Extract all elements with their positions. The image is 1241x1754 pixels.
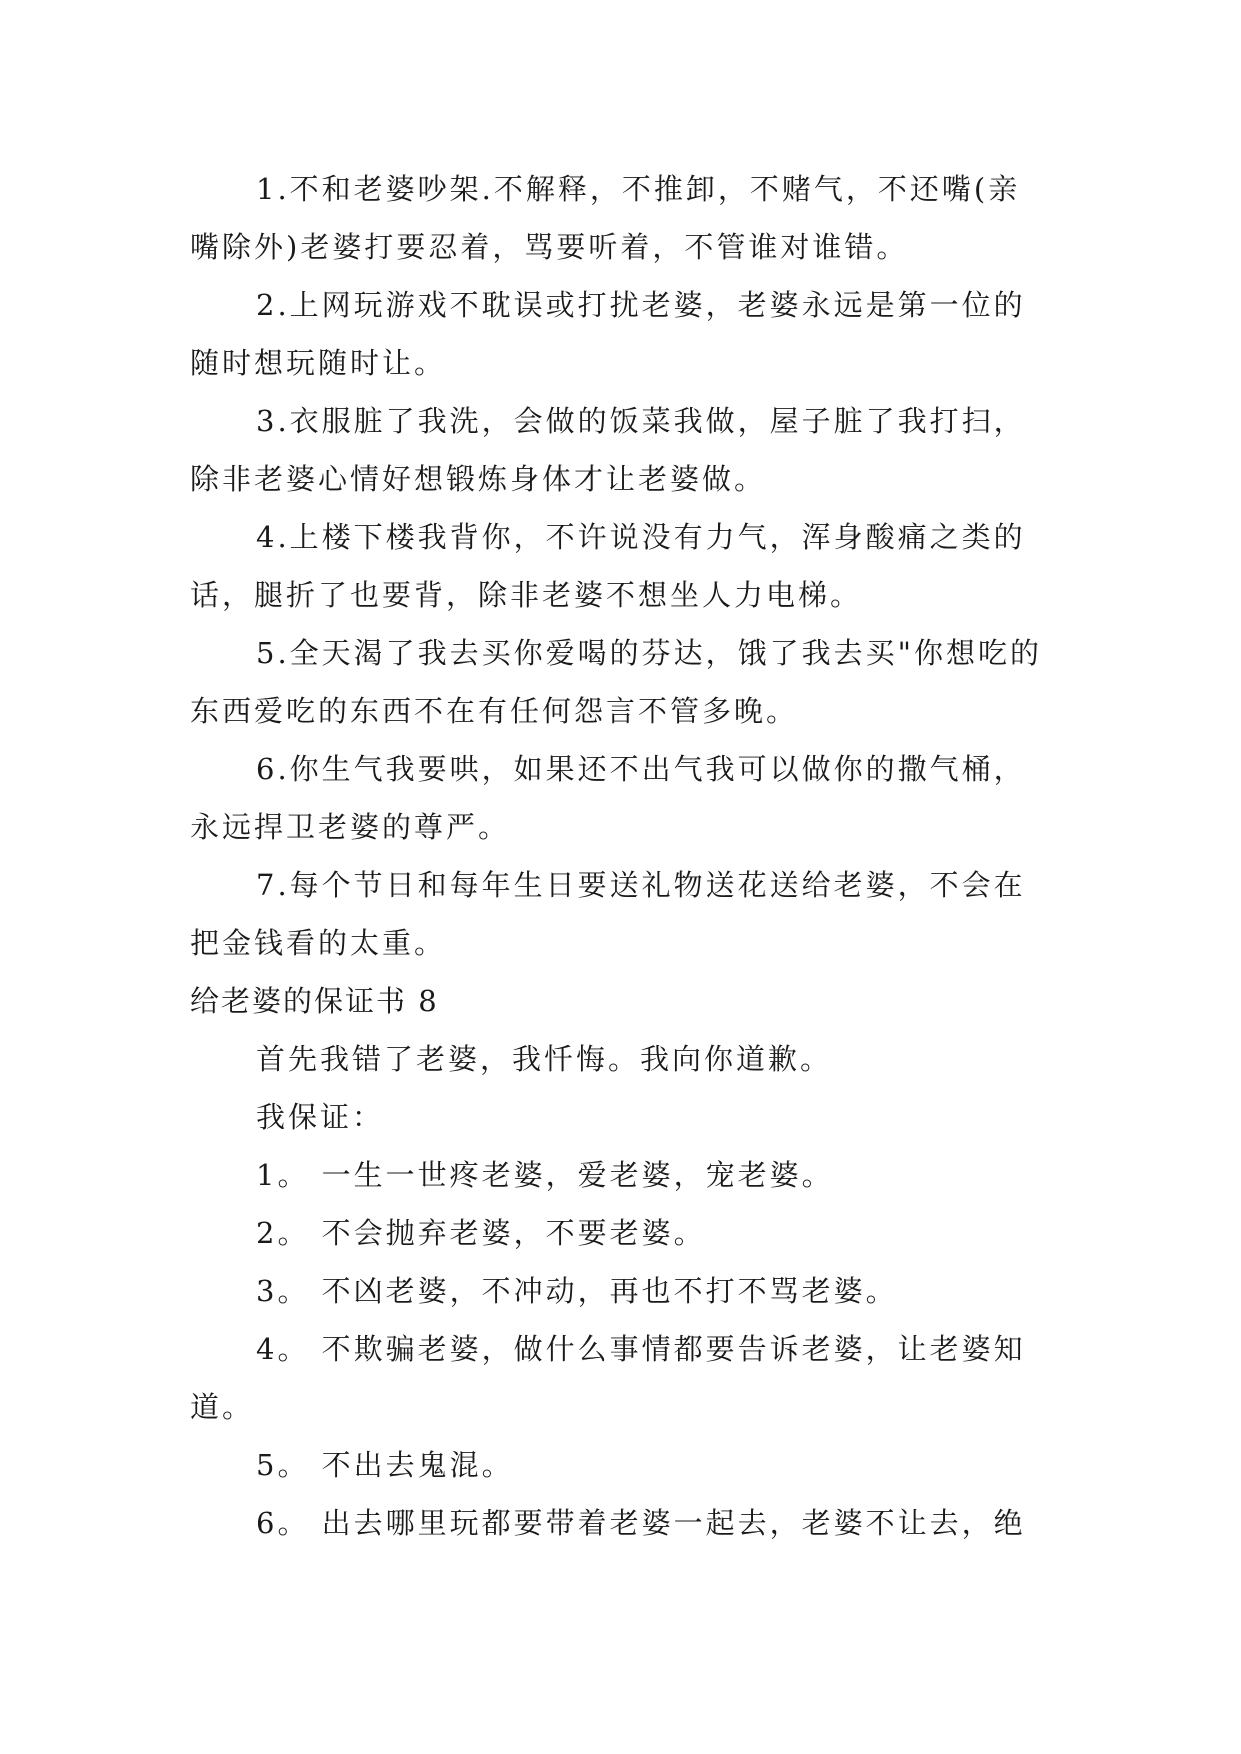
document-body: [190, 160, 1050, 1552]
rule-item-6: 6.你生气我要哄，如果还不出气我可以做你的撒气桶，永远捍卫老婆的尊严。: [190, 752, 1026, 844]
pledge-item-1: 1。 一生一世疼老婆，爱老婆，宠老婆。: [256, 1158, 834, 1192]
rule-item-5: 5.全天渴了我去买你爱喝的芬达，饿了我去买"你想吃的东西爱吃的东西不在有任何怨言不管多晚。: [190, 636, 1043, 728]
rule-item-7: 7.每个节日和每年生日要送礼物送花送给老婆，不会在把金钱看的太重。: [190, 868, 1026, 960]
pledge-item-4: 4。 不欺骗老婆，做什么事情都要告诉老婆，让老婆知道。: [190, 1332, 1026, 1424]
pledge-item-5: 5。 不出去鬼混。: [256, 1448, 514, 1482]
rule-item-4: 4.上楼下楼我背你，不许说没有力气，浑身酸痛之类的话，腿折了也要背，除非老婆不想坐人力电梯。: [190, 520, 1026, 612]
section-title: 给老婆的保证书 8: [190, 984, 439, 1018]
rule-item-2: 2.上网玩游戏不耽误或打扰老婆，老婆永远是第一位的随时想玩随时让。: [190, 288, 1026, 380]
rule-item-3: 3.衣服脏了我洗，会做的饭菜我做，屋子脏了我打扫，除非老婆心情好想锻炼身体才让老婆做。: [190, 404, 1026, 496]
pledge-item-3: 3。 不凶老婆，不冲动，再也不打不骂老婆。: [256, 1274, 898, 1308]
pledge-heading: 我保证：: [256, 1100, 385, 1134]
rule-item-1: 1.不和老婆吵架.不解释，不推卸，不赌气，不还嘴(亲嘴除外)老婆打要忍着，骂要听着，不管谁对谁错。: [190, 172, 1021, 264]
apology-intro: 首先我错了老婆，我忏悔。我向你道歉。: [256, 1042, 833, 1076]
pledge-item-6: 6。 出去哪里玩都要带着老婆一起去，老婆不让去，绝: [256, 1506, 1026, 1540]
pledge-item-2: 2。 不会抛弃老婆，不要老婆。: [256, 1216, 706, 1250]
